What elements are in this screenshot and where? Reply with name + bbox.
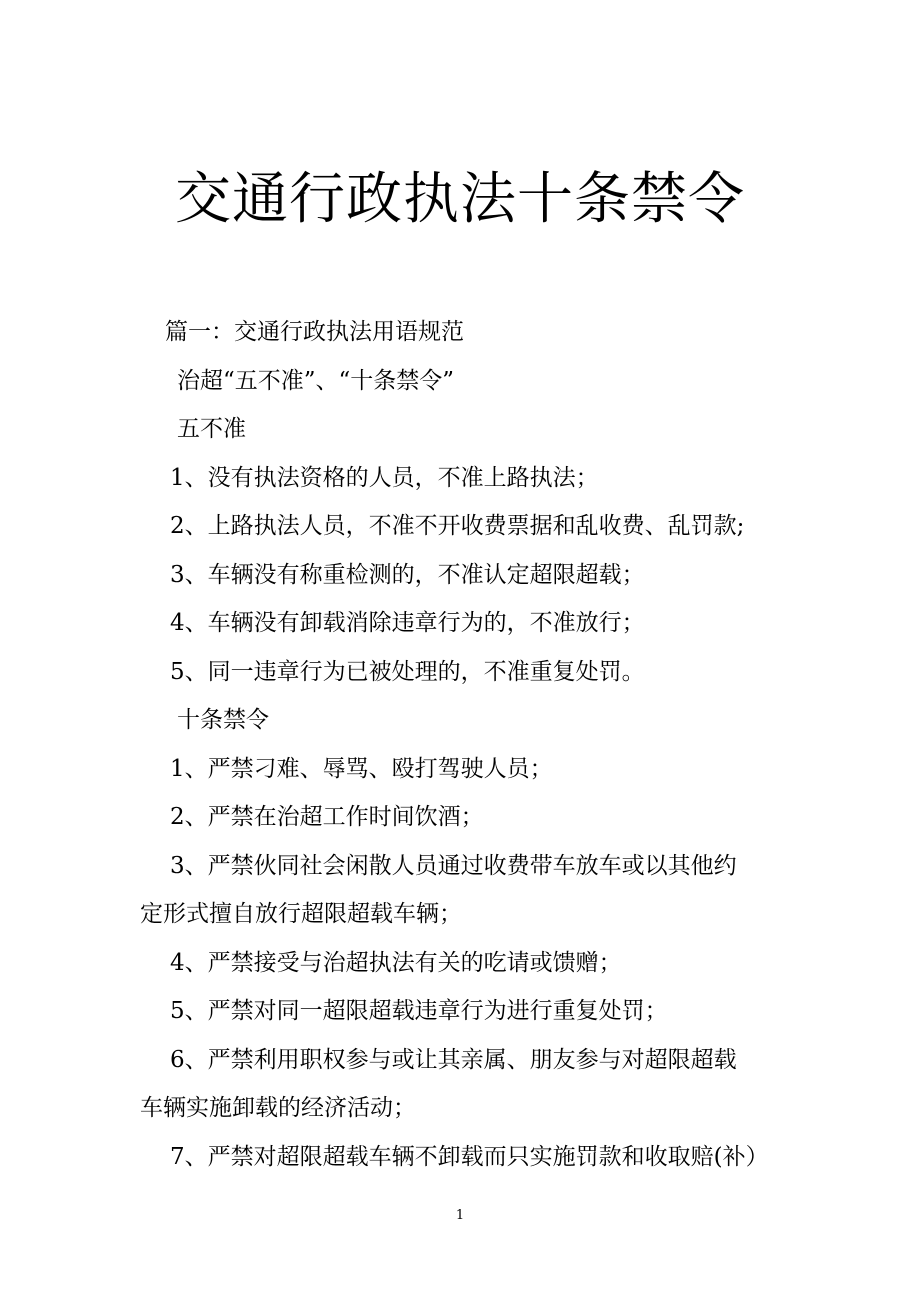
section-heading: 篇一：交通行政执法用语规范 [165, 319, 464, 345]
document-body [140, 308, 790, 1181]
ten-prohibitions-heading: 十条禁令 [177, 707, 269, 733]
ten-prohibitions-item-4: 4、严禁接受与治超执法有关的吃请或馈赠； [170, 949, 622, 976]
ten-prohibitions-item-7: 7、严禁对超限超载车辆不卸载而只实施罚款和收取赔(补） [170, 1143, 769, 1170]
ten-prohibitions-item-3: 3、严禁伙同社会闲散人员通过收费带车放车或以其他约 [170, 852, 737, 879]
five-not-allowed-item-2: 2、上路执法人员，不准不开收费票据和乱收费、乱罚款; [170, 513, 745, 539]
subheading: 治超“五不准”、“十条禁令” [177, 367, 455, 394]
five-not-allowed-item-5: 5、同一违章行为已被处理的，不准重复处罚。 [170, 658, 645, 685]
ten-prohibitions-item-1: 1、严禁刁难、辱骂、殴打驾驶人员； [170, 755, 553, 782]
ten-prohibitions-item-6-continued: 车辆实施卸载的经济活动； [140, 1095, 416, 1121]
ten-prohibitions-item-5: 5、严禁对同一超限超载违章行为进行重复处罚； [170, 998, 668, 1024]
five-not-allowed-heading: 五不准 [177, 416, 246, 442]
ten-prohibitions-item-3-continued: 定形式擅自放行超限超载车辆； [140, 901, 462, 927]
page-number: 1 [455, 1208, 465, 1223]
document-title: 交通行政执法十条禁令 [175, 167, 745, 232]
ten-prohibitions-item-2: 2、严禁在治超工作时间饮酒； [170, 804, 484, 830]
five-not-allowed-item-3: 3、车辆没有称重检测的，不准认定超限超载； [170, 561, 645, 588]
five-not-allowed-item-4: 4、车辆没有卸载消除违章行为的，不准放行； [170, 610, 645, 636]
ten-prohibitions-item-6: 6、严禁利用职权参与或让其亲属、朋友参与对超限超载 [170, 1046, 737, 1073]
five-not-allowed-item-1: 1、没有执法资格的人员，不准上路执法； [170, 464, 599, 491]
